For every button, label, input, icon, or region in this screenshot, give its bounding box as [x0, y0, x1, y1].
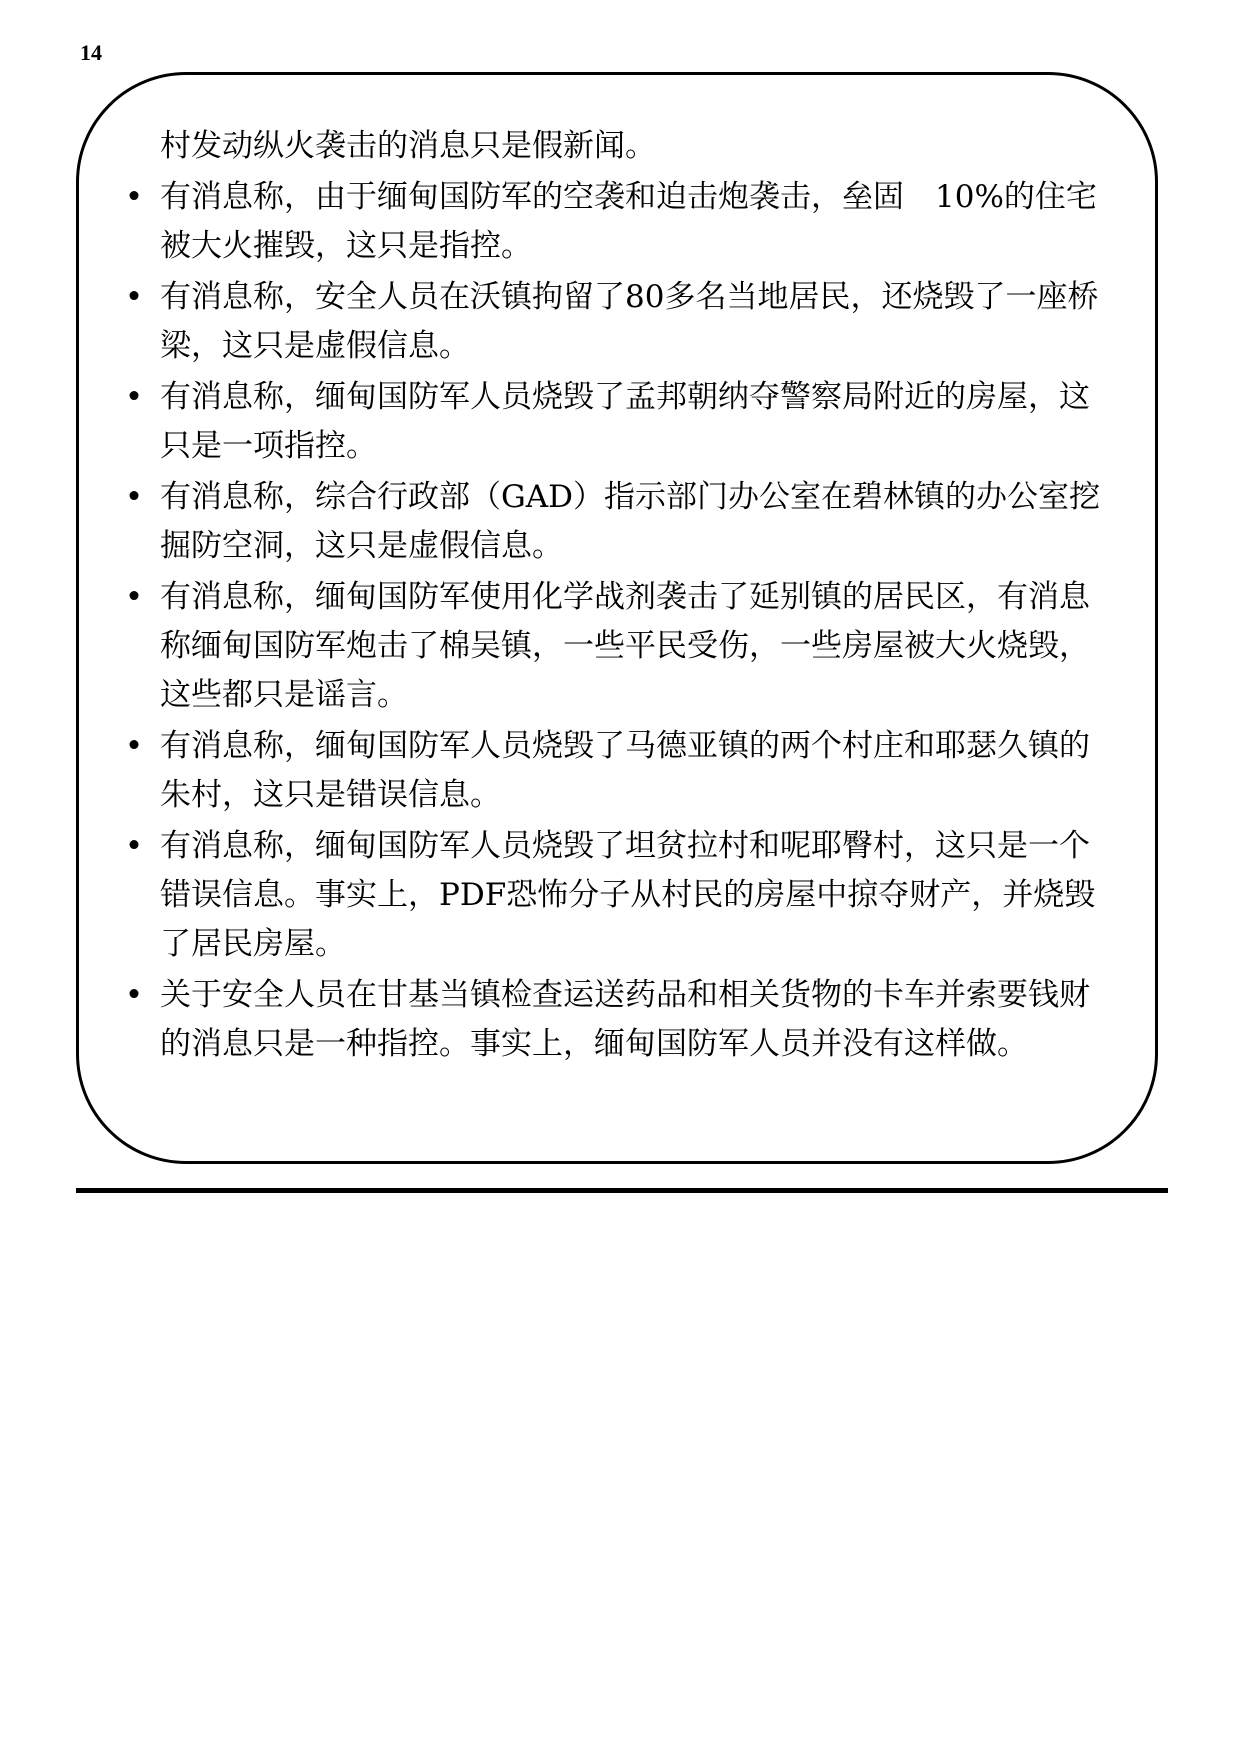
bullet-icon: • — [124, 479, 144, 515]
bullet-icon: • — [124, 579, 144, 615]
list-item — [124, 573, 1120, 720]
list-item-text: 关于安全人员在甘基当镇检查运送药品和相关货物的卡车并索要钱财的消息只是一种指控。事实上，缅甸国防军人员并没有这样做。 — [160, 977, 1090, 1062]
list-item — [124, 473, 1120, 571]
list-item — [124, 273, 1120, 371]
list-item — [124, 971, 1120, 1069]
list-item-text: 有消息称，安全人员在沃镇拘留了80多名当地居民，还烧毁了一座桥梁，这只是虚假信息。 — [160, 279, 1099, 364]
bullet-icon: • — [124, 179, 144, 215]
news-box-content — [124, 122, 1120, 1071]
list-item-text: 有消息称，由于缅甸国防军的空袭和迫击炮袭击，垒固 10%的住宅被大火摧毁，这只是指控。 — [160, 179, 1097, 264]
bullet-icon: • — [124, 728, 144, 764]
list-item-text: 有消息称，缅甸国防军使用化学战剂袭击了延别镇的居民区，有消息称缅甸国防军炮击了棉吴镇，一些平民受伤，一些房屋被大火烧毁，这些都只是谣言。 — [160, 579, 1090, 713]
list-item-text: 有消息称，缅甸国防军人员烧毁了孟邦朝纳夺警察局附近的房屋，这只是一项指控。 — [160, 379, 1090, 464]
bullet-icon: • — [124, 379, 144, 415]
bullet-icon: • — [124, 977, 144, 1013]
page-number: 14 — [80, 40, 102, 65]
list-item — [124, 722, 1120, 820]
list-item-text: 有消息称，缅甸国防军人员烧毁了坦贫拉村和呢耶臀村，这只是一个错误信息。事实上，PDF恐怖分子从村民的房屋中掠夺财产，并烧毁了居民房屋。 — [160, 828, 1096, 962]
list-item-text: 有消息称，综合行政部（GAD）指示部门办公室在碧林镇的办公室挖掘防空洞，这只是虚假信息。 — [160, 479, 1101, 564]
list-item — [124, 173, 1120, 271]
bullet-icon: • — [124, 828, 144, 864]
bullet-icon: • — [124, 279, 144, 315]
lead-paragraph: 村发动纵火袭击的消息只是假新闻。 — [160, 128, 656, 164]
list-item — [124, 822, 1120, 969]
list-item — [124, 373, 1120, 471]
horizontal-rule — [76, 1188, 1168, 1193]
list-item-text: 有消息称，缅甸国防军人员烧毁了马德亚镇的两个村庄和耶瑟久镇的朱村，这只是错误信息。 — [160, 728, 1090, 813]
